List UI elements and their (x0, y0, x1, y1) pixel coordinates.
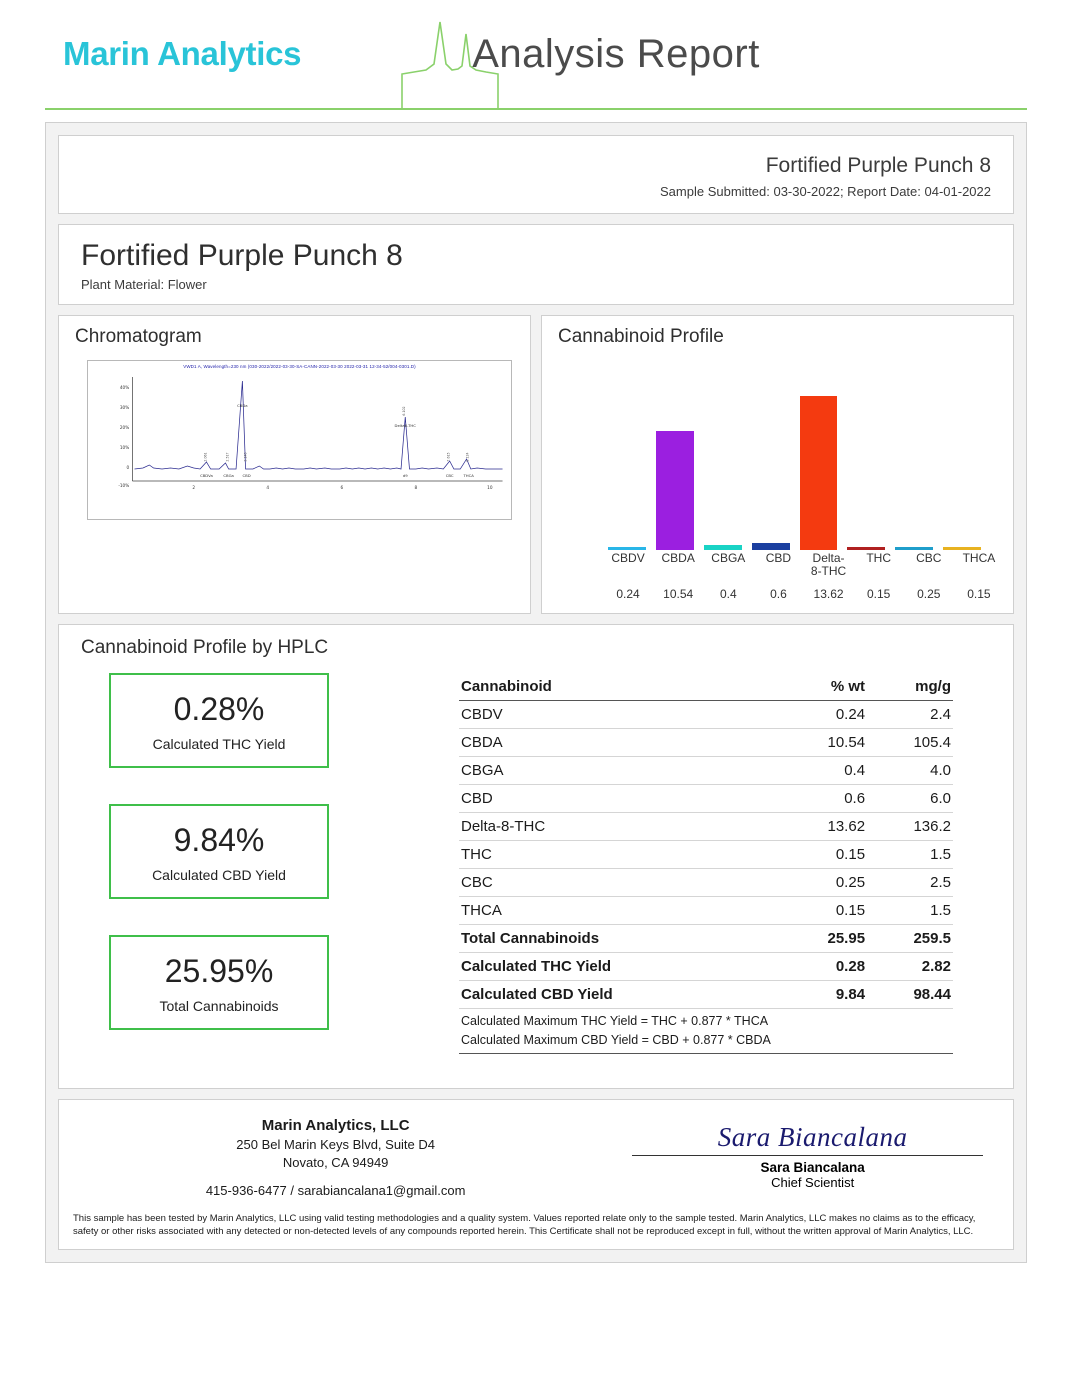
hplc-section (58, 624, 1014, 1089)
total-cannabinoids-label: Total Cannabinoids (159, 998, 279, 1015)
bar-value-label: 0.15 (867, 587, 891, 602)
cell-pct: 0.25 (781, 869, 867, 897)
cell-pct: 0.6 (781, 785, 867, 813)
table-row (459, 785, 953, 813)
bar (656, 431, 694, 550)
svg-text:-10%: -10% (118, 483, 130, 488)
cell-mgg: 6.0 (867, 785, 953, 813)
total-cannabinoids-box (109, 935, 329, 1030)
cell-pct: 0.15 (781, 897, 867, 925)
bar (943, 547, 981, 550)
svg-text:7.615: 7.615 (446, 452, 451, 462)
svg-text:10: 10 (487, 485, 493, 490)
cannabinoid-bar-chart (560, 360, 995, 550)
bar-value-label: 0.4 (719, 587, 737, 602)
lab-address-line-2: Novato, CA 94949 (282, 1154, 389, 1170)
svg-text:8.124: 8.124 (465, 452, 470, 462)
lab-contact-line: 415-936-6477 / sarabiancalana1@gmail.com (205, 1182, 466, 1198)
svg-text:4: 4 (266, 485, 270, 490)
table-row (459, 869, 953, 897)
cell-cannabinoid: CBC (459, 869, 781, 897)
report-footer (58, 1099, 1014, 1250)
bar-column (895, 366, 933, 550)
svg-text:CBGa: CBGa (223, 474, 234, 478)
bar-value-label: 0.24 (616, 587, 640, 602)
signer-role: Chief Scientist (771, 1175, 855, 1191)
bar-category-label: CBD (765, 551, 792, 565)
lab-address-line-1: 250 Bel Marin Keys Blvd, Suite D4 (236, 1137, 436, 1153)
cannabinoid-profile-card (541, 315, 1014, 614)
bar-category-label: THC (866, 551, 892, 565)
cell-cannabinoid: CBGA (459, 757, 781, 785)
bar-column (752, 366, 790, 550)
signature-rule (632, 1155, 983, 1156)
cbd-yield-row-mgg: 98.44 (867, 981, 953, 1009)
col-mgg: mg/g (867, 673, 953, 701)
svg-text:CBDa: CBDa (237, 404, 248, 408)
cell-cannabinoid: THCA (459, 897, 781, 925)
bar-value-label: 0.6 (770, 587, 787, 602)
thc-yield-row-pct: 0.28 (781, 953, 867, 981)
bar (847, 547, 885, 550)
svg-text:CBDVa: CBDVa (200, 474, 213, 478)
total-mgg: 259.5 (867, 925, 953, 953)
table-row-total (459, 925, 953, 953)
bar (800, 396, 838, 550)
cell-cannabinoid: CBDV (459, 701, 781, 729)
bar-category-label: CBDV (611, 551, 645, 565)
cbd-yield-label: Calculated CBD Yield (152, 867, 286, 884)
thc-yield-label: Calculated THC Yield (152, 736, 286, 753)
svg-text:10%: 10% (119, 445, 130, 450)
cell-mgg: 2.4 (867, 701, 953, 729)
sample-title-panel (58, 224, 1014, 305)
svg-text:2: 2 (192, 485, 196, 490)
bar-column (847, 366, 885, 550)
svg-text:3.140: 3.140 (243, 452, 248, 462)
cbd-yield-row-pct: 9.84 (781, 981, 867, 1009)
thc-yield-row-mgg: 2.82 (867, 953, 953, 981)
cbd-yield-box (109, 804, 329, 899)
bar-category-label: Delta-8-THC (810, 551, 847, 578)
signature-image: Sara Biancalana (717, 1122, 908, 1153)
table-row (459, 729, 953, 757)
cell-mgg: 1.5 (867, 897, 953, 925)
svg-text:40%: 40% (119, 385, 130, 390)
bar (704, 545, 742, 550)
chromatogram-card-title: Chromatogram (75, 326, 202, 347)
lab-company-name: Marin Analytics, LLC (261, 1117, 410, 1135)
chromatogram-trace (88, 369, 511, 507)
bar-value-label: 13.62 (813, 587, 844, 602)
bar-column (800, 366, 838, 550)
cell-pct: 0.4 (781, 757, 867, 785)
cell-mgg: 1.5 (867, 841, 953, 869)
results-table-wrap (459, 673, 1013, 1066)
signature-block (612, 1116, 1013, 1199)
charts-row (58, 315, 1014, 614)
total-cannabinoids-value: 25.95% (164, 953, 274, 990)
thc-yield-value: 0.28% (173, 691, 265, 728)
bar (752, 543, 790, 550)
bar-plot-area (608, 366, 981, 550)
sample-dates: Sample Submitted: 03-30-2022; Report Date: 04-01-2022 (660, 184, 991, 199)
cell-cannabinoid: Delta-8-THC (459, 813, 781, 841)
bar-value-label: 0.25 (917, 587, 941, 602)
cell-cannabinoid: THC (459, 841, 781, 869)
bar-value-labels (608, 587, 999, 601)
chromatogram-plot (87, 360, 512, 520)
svg-text:d9: d9 (402, 474, 408, 478)
col-cannabinoid: Cannabinoid (459, 673, 781, 701)
lab-contact-block (59, 1116, 612, 1199)
hplc-section-title: Cannabinoid Profile by HPLC (81, 637, 329, 659)
bar-column (704, 366, 742, 550)
thc-formula-note: Calculated Maximum THC Yield = THC + 0.877 * THCA (461, 1014, 769, 1029)
svg-text:20%: 20% (119, 425, 130, 430)
total-label: Total Cannabinoids (459, 925, 781, 953)
chromatogram-card (58, 315, 531, 614)
page-title: Fortified Purple Punch 8 (81, 239, 403, 272)
bar-category-label: THCA (962, 551, 996, 565)
total-pct: 25.95 (781, 925, 867, 953)
bar-category-labels (608, 552, 999, 577)
svg-text:CBC: CBC (445, 474, 454, 478)
table-row-thc-yield (459, 953, 953, 981)
cell-pct: 13.62 (781, 813, 867, 841)
svg-text:2.061: 2.061 (203, 452, 208, 462)
cell-mgg: 136.2 (867, 813, 953, 841)
signer-name: Sara Biancalana (760, 1160, 865, 1176)
cell-mgg: 2.5 (867, 869, 953, 897)
bar (608, 547, 646, 550)
sample-name: Fortified Purple Punch 8 (765, 154, 991, 177)
page-header (45, 0, 1027, 110)
cell-pct: 10.54 (781, 729, 867, 757)
company-logo-text: Marin Analytics (63, 35, 302, 72)
bar-category-label: CBC (916, 551, 942, 565)
table-row (459, 813, 953, 841)
svg-text:6.102: 6.102 (402, 406, 407, 416)
cell-pct: 0.24 (781, 701, 867, 729)
thc-yield-box (109, 673, 329, 768)
report-body (45, 122, 1027, 1263)
table-row (459, 897, 953, 925)
sample-header-panel (58, 135, 1014, 214)
cell-cannabinoid: CBD (459, 785, 781, 813)
svg-text:8: 8 (414, 485, 418, 490)
plant-material-label: Plant Material: Flower (81, 277, 207, 292)
bar-column (608, 366, 646, 550)
cannabinoid-results-table (459, 673, 953, 1009)
bar-category-label: CBGA (711, 551, 746, 565)
bar-category-label: CBDA (661, 551, 695, 565)
table-row (459, 841, 953, 869)
cannabinoid-profile-card-title: Cannabinoid Profile (558, 326, 724, 347)
svg-text:Delta8-THC: Delta8-THC (394, 424, 416, 428)
bar-value-label: 0.15 (967, 587, 991, 602)
report-title: Analysis Report (472, 31, 760, 76)
svg-text:6: 6 (340, 485, 344, 490)
svg-text:2.517: 2.517 (225, 452, 230, 462)
cell-mgg: 4.0 (867, 757, 953, 785)
cell-pct: 0.15 (781, 841, 867, 869)
svg-text:30%: 30% (119, 405, 130, 410)
table-row (459, 701, 953, 729)
table-row-cbd-yield (459, 981, 953, 1009)
bar (895, 547, 933, 550)
cbd-yield-row-label: Calculated CBD Yield (459, 981, 781, 1009)
cbd-yield-value: 9.84% (173, 822, 265, 859)
chromatogram-plot-title: VWD1 A, Wavelength=230 nm (030-2022/2022-03-30-SA-CANN-2022-03-30 2022-03-31 12-34-52/004-0301.D) (183, 364, 416, 369)
svg-text:THCA: THCA (463, 474, 474, 478)
svg-text:0: 0 (126, 465, 130, 470)
bar-value-label: 10.54 (663, 587, 694, 602)
disclaimer-text: This sample has been tested by Marin Analytics, LLC using valid testing methodologies and a quality system. Values reported relate only to the sample tested. Marin Analytics, LLC makes no claims as to the efficacy, safety or other risks associated with any detected or non-detected levels of any compounds reported herein. This Certificate shall not be reproduced except in full, without the written approval of Marin Analytics, LLC. (73, 1213, 976, 1237)
table-row (459, 757, 953, 785)
yield-boxes (59, 673, 459, 1066)
cbd-formula-note: Calculated Maximum CBD Yield = CBD + 0.877 * CBDA (459, 1028, 953, 1054)
bar-column (656, 366, 694, 550)
cell-cannabinoid: CBDA (459, 729, 781, 757)
table-header-row (459, 673, 953, 701)
col-pct-wt: % wt (781, 673, 867, 701)
cell-mgg: 105.4 (867, 729, 953, 757)
svg-text:CBD: CBD (242, 474, 251, 478)
thc-yield-row-label: Calculated THC Yield (459, 953, 781, 981)
bar-column (943, 366, 981, 550)
